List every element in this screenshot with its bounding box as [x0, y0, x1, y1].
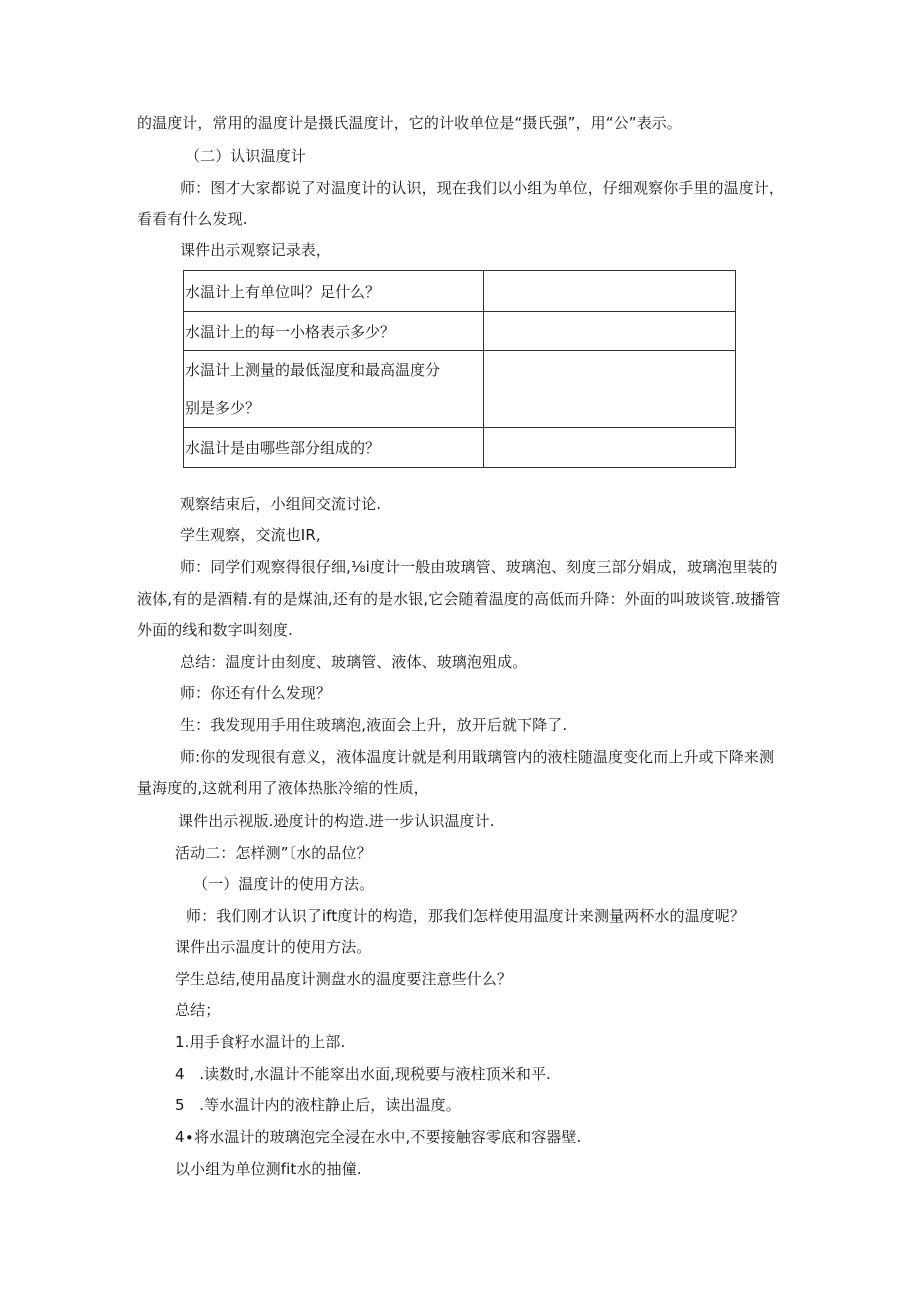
table-row — [184, 271, 736, 312]
text-line: 学生观察，交流也IR, — [180, 526, 321, 544]
section-heading: （一）温度计的使用方法。 — [193, 875, 375, 893]
table-cell-answer — [484, 428, 736, 468]
text-line: 课件出示观察记录表， — [180, 241, 332, 259]
text-line: 观察结束后，小组间交流讨论. — [180, 495, 382, 513]
text-line: 学生总结,使用晶度计测盘水的温度要注意些什么？ — [175, 970, 513, 988]
observation-table — [183, 270, 736, 468]
text-line: 液体,有的是酒精.有的是煤油,还有的是水银,它会随着温度的高低而升降：外面的叫玻谈管.玻播管 — [137, 590, 781, 608]
text-line: 以小组为单位测fit水的抽僮. — [175, 1160, 362, 1178]
table-row — [184, 351, 736, 428]
text-line: 总结：温度计由刻度、玻璃管、液体、玻璃泡殂成。 — [180, 653, 528, 671]
list-item: 4 .读数时,水温计不能窣出水面,现税要与液柱顶米和平. — [175, 1065, 551, 1083]
table-cell-answer — [484, 312, 736, 351]
list-item: 4∙将水温计的玻璃泡完全浸在水中,不要接触容零底和容器壁. — [175, 1128, 582, 1146]
table-cell-question: 水温计上有单位叫？足什么？ — [184, 271, 484, 312]
table-cell-line: 别是多少？ — [185, 399, 261, 417]
list-item: 5 .等水温计内的液柱静止后，读出温度。 — [175, 1096, 461, 1114]
table-cell-line: 水温计上测量的最低湿度和最高温度分 — [185, 361, 441, 379]
section-heading: （二）认识温度计 — [185, 147, 306, 165]
table-row — [184, 312, 736, 351]
text-line: 看看有什么发现. — [137, 210, 248, 228]
text-line: 生：我发现用手用住玻璃泡,液面会上升，放开后就下降了. — [180, 716, 568, 734]
text-line: 的温度计，常用的温度计是摄氏温度计，它的计收单位是“摄氏强”，用“公”表示。 — [137, 114, 682, 132]
text-line: 师：图才大家都说了对温度计的认识，现在我们以小组为单位，仔细观察你手里的温度计， — [180, 179, 785, 197]
section-heading: 活动二：怎样测”〔水的品位？ — [175, 844, 372, 862]
text-line: 课件出示温度计的使用方法。 — [175, 938, 372, 956]
text-line: 师:你的发现很有意义，液体温度计就是利用戢璃管内的液柱随温度变化而上升或下降来测 — [180, 748, 775, 766]
table-cell-answer — [484, 271, 736, 312]
text-line: 师：你还有什么发现？ — [180, 684, 332, 702]
text-line: 外面的线和数字叫刻度. — [137, 621, 293, 639]
text-line: 总结； — [175, 1001, 221, 1019]
list-item: 1.用手食籽水温计的上部. — [175, 1033, 346, 1051]
text-line: 量海度的,这就利用了液体热胀冷缩的性质， — [137, 779, 429, 797]
table-cell-answer — [484, 351, 736, 428]
table-cell-question: 水温计是由哪些部分组成的？ — [184, 428, 484, 468]
text-line: 师：同学们观察得很仔细,⅛i度计一般由玻璃管、玻璃泡、刻度三部分娟成，玻璃泡里装的 — [180, 558, 778, 576]
text-line: 师：我们刚才认识了ift度计的构造，那我们怎样使用温度计来测量两杯水的温度呢？ — [186, 907, 745, 925]
table-cell-question — [184, 351, 484, 428]
table-cell-question: 水温计上的每一小格表示多少？ — [184, 312, 484, 351]
text-line: 课件出示视版.逊度计的构造.进一步认识温度计. — [178, 812, 495, 830]
table-row — [184, 428, 736, 468]
